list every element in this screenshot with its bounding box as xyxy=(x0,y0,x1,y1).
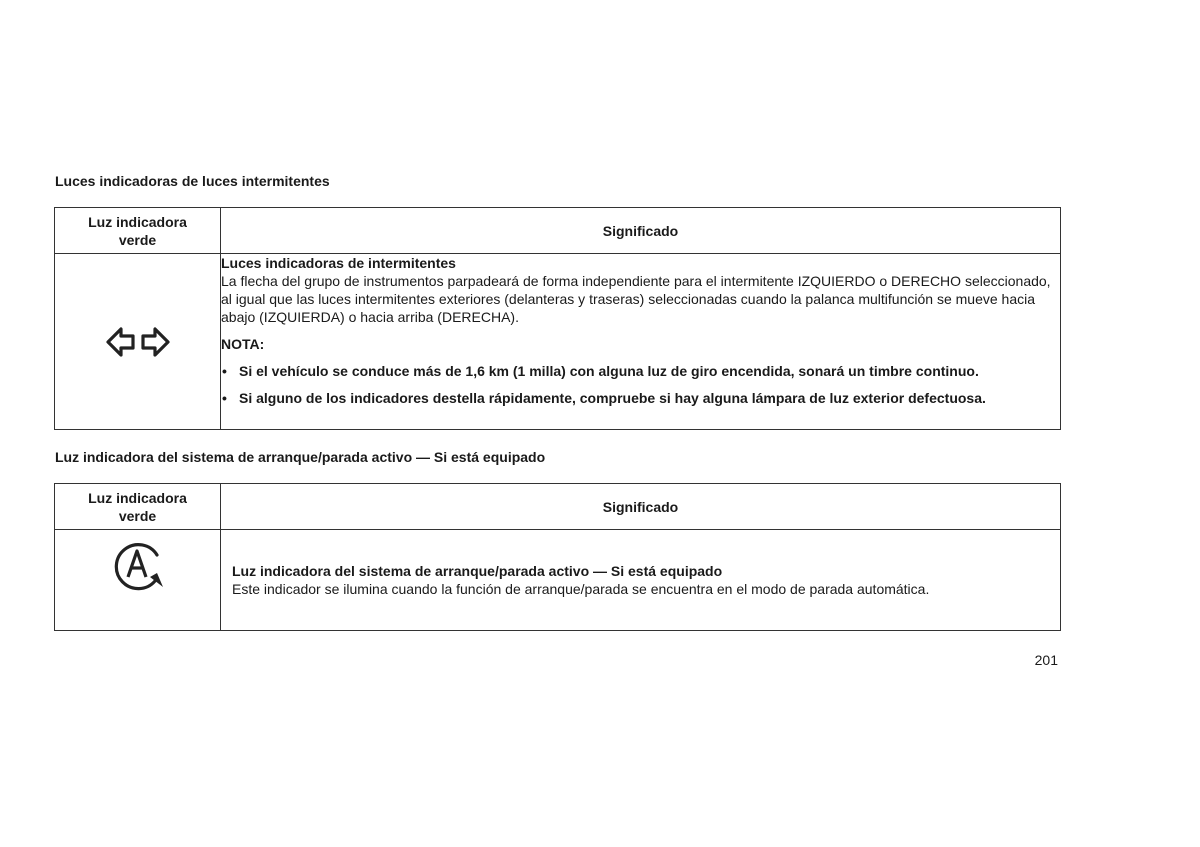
column-header-indicator-label: Luz indicadora verde xyxy=(88,213,187,248)
column-header-indicator-label: Luz indicadora verde xyxy=(88,489,187,524)
column-header-indicator xyxy=(55,208,221,254)
stop-start-indicator-table xyxy=(54,483,1061,631)
table-header-row xyxy=(55,484,1061,530)
indicator-icon-cell xyxy=(55,530,221,631)
meaning-heading: Luces indicadoras de intermitentes xyxy=(221,255,456,271)
meaning-cell xyxy=(221,530,1061,631)
auto-stop-start-icon xyxy=(55,537,220,593)
column-header-meaning: Significado xyxy=(221,484,1061,530)
note-bullet-list xyxy=(221,362,1060,407)
column-header-indicator xyxy=(55,484,221,530)
table-row xyxy=(55,530,1061,631)
section-title-stop-start: Luz indicadora del sistema de arranque/parada activo — Si está equipado xyxy=(55,449,546,465)
meaning-body: La flecha del grupo de instrumentos parpadeará de forma independiente para el intermitente IZQUIERDO o DERECHO seleccionado, al igual que las luces intermitentes exteriores (delanteras y traseras) seleccionadas cuando la palanca multifunción se mueve hacia abajo (IZQUIERDA) o hacia arriba (DERECHA). xyxy=(221,273,1051,325)
page-number: 201 xyxy=(1034,652,1058,668)
note-bullet-item: • Si alguno de los indicadores destella rápidamente, compruebe si hay alguna lámpara de luz exterior defectuosa. xyxy=(221,389,1060,407)
meaning-body: Este indicador se ilumina cuando la función de arranque/parada se encuentra en el modo de parada automática. xyxy=(232,581,930,597)
indicator-icon-cell xyxy=(55,254,221,430)
turn-signal-arrows-icon xyxy=(55,322,220,362)
note-label: NOTA: xyxy=(221,336,265,352)
meaning-cell xyxy=(221,254,1061,430)
table-row xyxy=(55,254,1061,430)
section-title-turn-signals: Luces indicadoras de luces intermitentes xyxy=(55,173,330,189)
note-bullet-item: • Si el vehículo se conduce más de 1,6 km (1 milla) con alguna luz de giro encendida, sonará un timbre continuo. xyxy=(221,362,1060,380)
table-header-row xyxy=(55,208,1061,254)
column-header-meaning: Significado xyxy=(221,208,1061,254)
turn-signal-indicator-table xyxy=(54,207,1061,430)
meaning-heading: Luz indicadora del sistema de arranque/parada activo — Si está equipado xyxy=(232,563,723,579)
